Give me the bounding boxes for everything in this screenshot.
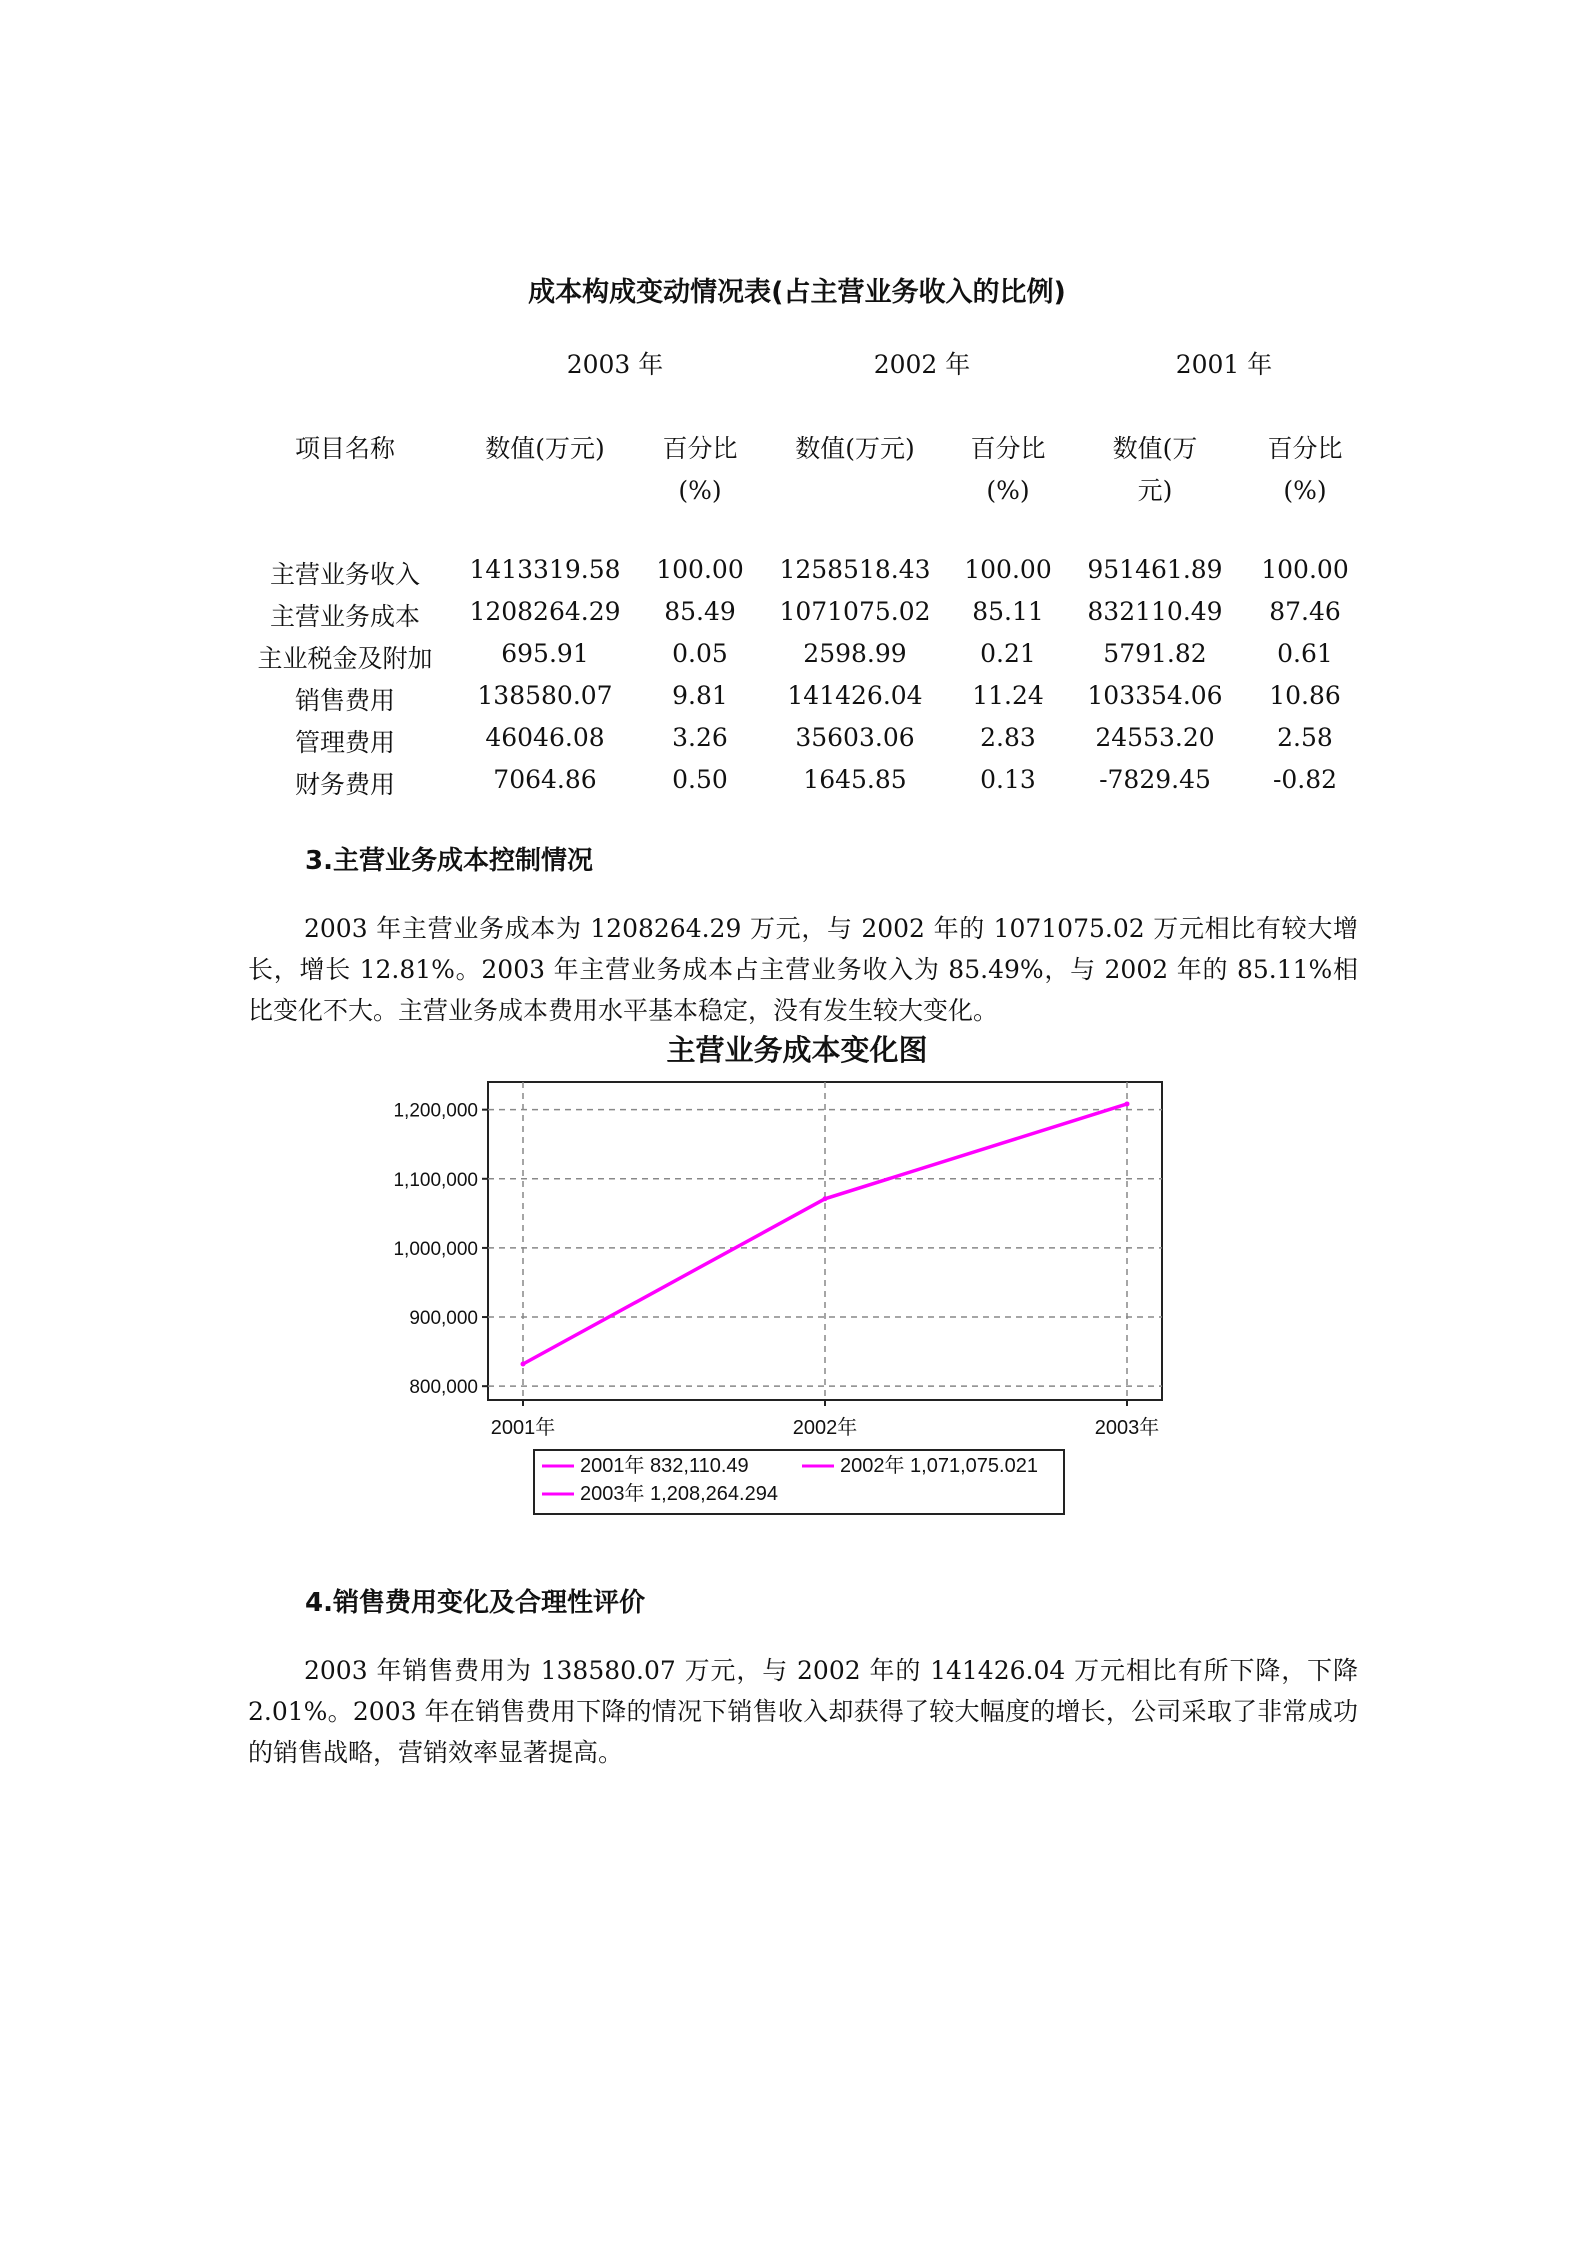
row-name: 财务费用: [294, 770, 395, 799]
table-cell: 3.26: [672, 723, 728, 752]
col-header-name: 项目名称: [294, 434, 395, 463]
table-cell: 85.11: [972, 597, 1044, 626]
table-cell: 46046.08: [485, 723, 605, 752]
table-cell: 0.05: [672, 639, 728, 668]
row-name: 管理费用: [294, 728, 395, 757]
table-cell: 2.58: [1277, 723, 1333, 752]
table-cell: 10.86: [1269, 681, 1341, 710]
table-cell: 85.49: [664, 597, 736, 626]
table-cell: 5791.82: [1103, 639, 1207, 668]
table-cell: 24553.20: [1095, 723, 1215, 752]
table-cell: 103354.06: [1087, 681, 1223, 710]
year-header-2002: 2002 年: [873, 350, 971, 379]
table-cell: 100.00: [656, 555, 744, 584]
year-header-2001: 2001 年: [1175, 350, 1273, 379]
table-cell: 7064.86: [493, 765, 597, 794]
data-point: [1125, 1101, 1130, 1106]
table-cell: 832110.49: [1087, 597, 1223, 626]
col-header-percent-2002: 百分比 (%): [970, 434, 1046, 505]
table-cell: 2598.99: [803, 639, 907, 668]
table-cell: 9.81: [672, 681, 728, 710]
table-cell: 1258518.43: [779, 555, 931, 584]
table-cell: 100.00: [1261, 555, 1349, 584]
table-cell: 0.21: [980, 639, 1036, 668]
y-tick-label: 900,000: [409, 1308, 478, 1330]
table-cell: 1413319.58: [469, 555, 621, 584]
table-cell: 138580.07: [477, 681, 613, 710]
table-cell: 0.13: [980, 765, 1036, 794]
table-cell: 695.91: [501, 639, 589, 668]
table-cell: 141426.04: [787, 681, 923, 710]
y-tick-label: 1,000,000: [393, 1238, 478, 1260]
x-tick-label: 2001年: [490, 1417, 556, 1439]
row-name: 主营业务成本: [269, 602, 420, 631]
data-point: [823, 1196, 828, 1201]
y-tick-label: 1,100,000: [393, 1169, 478, 1191]
legend-entry: 2001年 832,110.49: [580, 1455, 749, 1477]
legend-entry: 2003年 1,208,264.294: [580, 1483, 778, 1505]
col-header-percent-2001: 百分比 (%): [1267, 434, 1343, 505]
table-cell: 1208264.29: [469, 597, 621, 626]
table-cell: 1645.85: [803, 765, 907, 794]
row-name: 销售费用: [294, 686, 395, 715]
table-cell: -0.82: [1272, 765, 1338, 794]
section-4-paragraph: 2003 年销售费用为 138580.07 万元，与 2002 年的 141426.04 万元相比有所下降，下降 2.01%。2003 年在销售费用下降的情况下销售收入却获得了较大幅度的增长，公司采取了非常成功的销售战略，营销效率显著提高。: [248, 1656, 1358, 1767]
section-4-heading: 4.销售费用变化及合理性评价: [305, 1588, 645, 1618]
table-cell: 35603.06: [795, 723, 915, 752]
legend-entry: 2002年 1,071,075.021: [840, 1455, 1038, 1477]
table-title: 成本构成变动情况表(占主营业务收入的比例): [528, 277, 1066, 308]
col-header-value-2003: 数值(万元): [485, 434, 605, 463]
table-cell: 87.46: [1269, 597, 1341, 626]
section-3-paragraph: 2003 年主营业务成本为 1208264.29 万元，与 2002 年的 1071075.02 万元相比有较大增长，增长 12.81%。2003 年主营业务成本占主营业务收入为 85.49%，与 2002 年的 85.11%相比变化不大。主营业务成本费用水平基本稳定，没有发生较大变化。: [248, 914, 1358, 1025]
data-point: [521, 1361, 526, 1366]
year-header-2003: 2003 年: [566, 350, 664, 379]
col-header-value-2001: 数值(万 元): [1112, 434, 1198, 505]
chart-title: 主营业务成本变化图: [666, 1033, 928, 1067]
table-cell: 11.24: [972, 681, 1044, 710]
col-header-value-2002: 数值(万元): [795, 434, 915, 463]
section-3-heading: 3.主营业务成本控制情况: [305, 846, 593, 876]
table-cell: -7829.45: [1099, 765, 1211, 794]
x-tick-label: 2002年: [792, 1417, 858, 1439]
table-cell: 1071075.02: [779, 597, 931, 626]
table-cell: 0.61: [1277, 639, 1333, 668]
table-cell: 0.50: [672, 765, 728, 794]
y-tick-label: 1,200,000: [393, 1100, 478, 1122]
table-cell: 2.83: [980, 723, 1036, 752]
table-cell: 951461.89: [1087, 555, 1223, 584]
col-header-percent-2003: 百分比 (%): [662, 434, 738, 505]
x-tick-label: 2003年: [1094, 1417, 1160, 1439]
row-name: 主业税金及附加: [257, 644, 433, 673]
row-name: 主营业务收入: [269, 560, 420, 589]
table-cell: 100.00: [964, 555, 1052, 584]
y-tick-label: 800,000: [409, 1377, 478, 1399]
